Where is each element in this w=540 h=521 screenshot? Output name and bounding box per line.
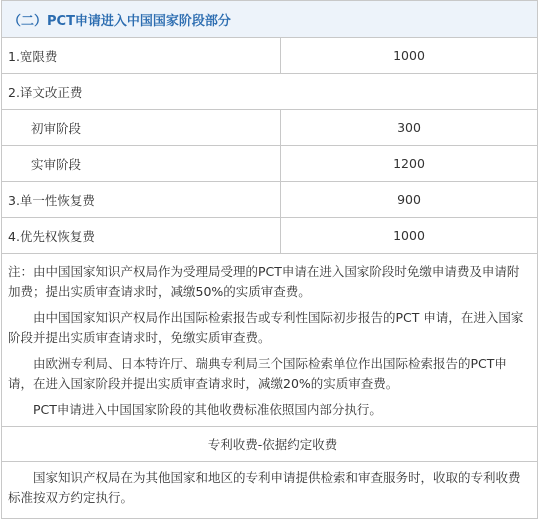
fee-row-grace-fee — [2, 38, 538, 74]
fee-label: 2.译文改正费 — [2, 74, 538, 110]
note-paragraph: PCT申请进入中国国家阶段的其他收费标准依照国内部分执行。 — [33, 402, 382, 417]
section-title: （二）PCT申请进入中国国家阶段部分 — [2, 1, 538, 38]
fee-row-preliminary-stage — [2, 110, 538, 146]
fee-value: 900 — [281, 182, 538, 218]
agreed-fees-heading-row — [2, 427, 538, 462]
agreed-fees-text: 国家知识产权局在为其他国家和地区的专利申请提供检索和审查服务时，收取的专利收费标准按双方约定执行。 — [2, 462, 538, 519]
note-paragraph: 由中国国家知识产权局作出国际检索报告或专利性国际初步报告的PCT 申请，在进入国家阶段并提出实质审查请求时，免缴实质审查费。 — [8, 310, 524, 345]
agreed-fees-text-row — [2, 462, 538, 519]
fee-value: 300 — [281, 110, 538, 146]
note-paragraph: 由欧洲专利局、日本特许厅、瑞典专利局三个国际检索单位作出国际检索报告的PCT申请，在进入国家阶段并提出实质审查请求时，减缴20%的实质审查费。 — [8, 356, 507, 391]
section-header-row — [2, 1, 538, 38]
notes-cell — [2, 254, 538, 427]
fee-row-translation-correction — [2, 74, 538, 110]
fee-label: 初审阶段 — [2, 110, 281, 146]
fee-label: 3.单一性恢复费 — [2, 182, 281, 218]
agreed-fees-heading: 专利收费-依据约定收费 — [2, 427, 538, 462]
fee-label: 实审阶段 — [2, 146, 281, 182]
fee-label: 1.宽限费 — [2, 38, 281, 74]
fee-label: 4.优先权恢复费 — [2, 218, 281, 254]
pct-fee-table — [1, 0, 538, 519]
fee-row-priority-restoration — [2, 218, 538, 254]
fee-row-substantive-stage — [2, 146, 538, 182]
fee-value: 1000 — [281, 38, 538, 74]
fee-value: 1000 — [281, 218, 538, 254]
fee-row-unity-restoration — [2, 182, 538, 218]
note-paragraph: 注：由中国国家知识产权局作为受理局受理的PCT申请在进入国家阶段时免缴申请费及申请附加费；提出实质审查请求时，减缴50%的实质审查费。 — [8, 264, 520, 299]
notes-row — [2, 254, 538, 427]
fee-value: 1200 — [281, 146, 538, 182]
